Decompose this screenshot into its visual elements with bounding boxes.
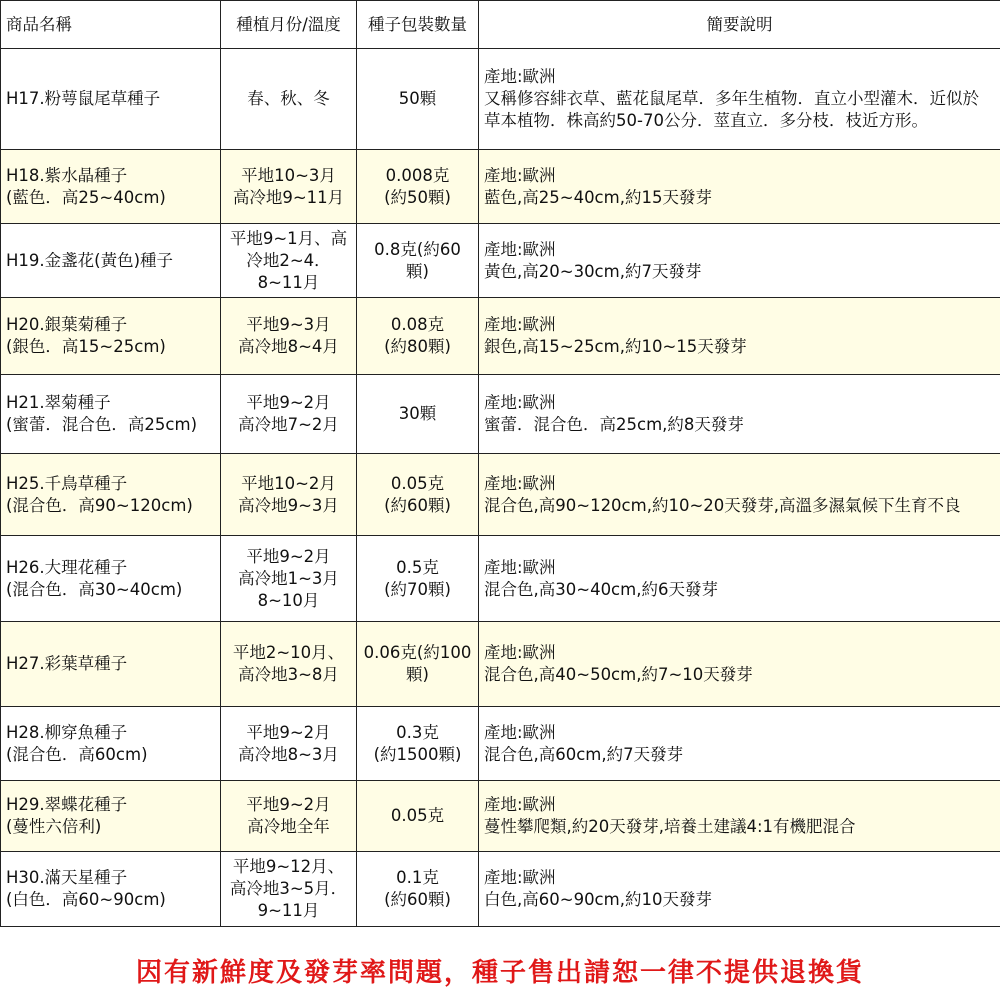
planting-month-line: 冷地2~4． [246,250,331,270]
product-name-line: H26.大理花種子 [6,557,128,577]
description-line: 銀色,高15~25cm,約10~15天發芽 [484,337,747,356]
table-row [1,536,1000,622]
planting-month-cell [221,298,357,375]
planting-month-line: 8~11月 [257,272,320,292]
description-line: 又稱修容緋衣草、藍花鼠尾草．多年生植物．直立小型灌木．近似於草本植物．株高約50-70公分．莖直立．多分枝．枝近方形。 [484,89,979,130]
package-quantity-cell [357,536,479,622]
planting-month-line: 平地9~2月 [246,393,331,412]
table-row [1,781,1000,852]
product-name-cell [1,454,221,536]
product-name-line: H20.銀葉菊種子 [6,315,128,334]
description-cell [479,150,1000,224]
package-quantity-line: (約1500顆) [373,744,462,764]
planting-month-cell [221,150,357,224]
planting-month-line: 高冷地全年 [247,817,330,836]
planting-month-line: 平地9~2月 [246,722,331,742]
product-name-cell [1,224,221,298]
planting-month-cell [221,536,357,622]
description-cell [479,298,1000,375]
header-package-quantity: 種子包裝數量 [357,1,479,49]
description-line: 產地:歐洲 [484,722,556,742]
product-name-line: (蔓性六倍利) [6,817,102,836]
planting-month-line: 高冷地1~3月 [238,568,339,588]
header-planting-month: 種植月份/溫度 [221,1,357,49]
planting-month-line: 高冷地8~3月 [238,744,339,764]
description-line: 產地:歐洲 [484,473,556,493]
planting-month-line: 平地9~12月、 [232,857,345,876]
planting-month-line: 高冷地3~5月． [229,879,348,898]
product-name-line: H17.粉萼鼠尾草種子 [6,89,161,108]
planting-month-line: 8~10月 [257,590,320,610]
product-name-cell [1,298,221,375]
description-line: 產地:歐洲 [484,165,556,185]
package-quantity-cell [357,781,479,852]
header-description: 簡要說明 [479,1,1000,49]
package-quantity-cell [357,49,479,150]
description-cell [479,781,1000,852]
planting-month-cell [221,707,357,781]
package-quantity-line: 0.08克 [390,315,445,334]
table-row [1,224,1000,298]
description-line: 產地:歐洲 [484,643,556,662]
package-quantity-line: (約50顆) [384,187,451,207]
description-line: 產地:歐洲 [484,393,556,412]
product-name-cell [1,536,221,622]
table-header-row [1,1,1000,49]
package-quantity-line: 0.05克 [390,806,445,825]
package-quantity-cell [357,454,479,536]
planting-month-line: 平地10~3月 [241,165,336,185]
product-name-line: (藍色．高25~40cm) [6,187,166,207]
planting-month-cell [221,852,357,927]
package-quantity-line: 顆) [406,261,429,281]
planting-month-line: 平地9~2月 [246,795,331,814]
table-row [1,707,1000,781]
table-row [1,375,1000,454]
description-line: 蔓性攀爬類,約20天發芽,培養土建議4:1有機肥混合 [484,817,856,836]
package-quantity-cell [357,375,479,454]
description-line: 白色,高60~90cm,約10天發芽 [484,890,712,909]
planting-month-line: 高冷地9~11月 [232,187,345,207]
package-quantity-line: 0.06克(約100 [363,643,472,662]
header-product-name: 商品名稱 [1,1,221,49]
package-quantity-line: 0.5克 [396,557,439,577]
product-name-line: H21.翠菊種子 [6,393,111,412]
description-cell [479,622,1000,707]
planting-month-line: 平地9~2月 [246,546,331,566]
product-name-line: (混合色．高60cm) [6,744,148,764]
planting-month-line: 9~11月 [257,901,320,920]
planting-month-line: 平地9~1月、高 [229,228,348,248]
description-line: 黃色,高20~30cm,約7天發芽 [484,261,702,281]
description-line: 產地:歐洲 [484,315,556,334]
planting-month-cell [221,454,357,536]
product-name-line: H29.翠蝶花種子 [6,795,128,814]
product-name-line: (銀色．高15~25cm) [6,337,166,356]
planting-month-line: 平地2~10月、 [232,643,345,662]
package-quantity-cell [357,622,479,707]
product-name-line: H28.柳穿魚種子 [6,722,128,742]
product-name-line: H25.千鳥草種子 [6,473,128,493]
table-row [1,150,1000,224]
planting-month-line: 平地10~2月 [241,473,336,493]
description-line: 產地:歐洲 [484,239,556,259]
product-name-cell [1,781,221,852]
package-quantity-cell [357,298,479,375]
package-quantity-cell [357,224,479,298]
description-line: 混合色,高60cm,約7天發芽 [484,744,684,764]
description-cell [479,707,1000,781]
product-name-line: H27.彩葉草種子 [6,654,128,673]
table-row [1,622,1000,707]
package-quantity-cell [357,707,479,781]
planting-month-line: 平地9~3月 [246,315,331,334]
description-line: 產地:歐洲 [484,67,556,86]
planting-month-cell [221,781,357,852]
package-quantity-line: (約80顆) [384,337,451,356]
table-body [1,49,1000,927]
package-quantity-line: 0.1克 [396,868,439,887]
planting-month-cell [221,224,357,298]
package-quantity-line: 0.8克(約60 [374,239,461,259]
description-line: 產地:歐洲 [484,795,556,814]
planting-month-cell [221,375,357,454]
package-quantity-cell [357,852,479,927]
package-quantity-line: 50顆 [398,89,437,108]
table-row [1,49,1000,150]
product-name-line: (白色．高60~90cm) [6,890,166,909]
description-line: 混合色,高40~50cm,約7~10天發芽 [484,665,753,684]
description-cell [479,375,1000,454]
description-line: 產地:歐洲 [484,557,556,577]
package-quantity-line: (約60顆) [384,890,451,909]
package-quantity-line: 0.05克 [390,473,445,493]
description-cell [479,224,1000,298]
product-name-cell [1,49,221,150]
description-cell [479,49,1000,150]
description-line: 藍色,高25~40cm,約15天發芽 [484,187,712,207]
description-cell [479,536,1000,622]
planting-month-line: 春、秋、冬 [247,89,330,108]
product-name-cell [1,375,221,454]
package-quantity-line: 30顆 [398,404,437,423]
planting-month-cell [221,622,357,707]
description-cell [479,454,1000,536]
planting-month-cell [221,49,357,150]
product-name-cell [1,707,221,781]
description-line: 混合色,高90~120cm,約10~20天發芽,高溫多濕氣候下生育不良 [484,495,961,515]
description-line: 產地:歐洲 [484,868,556,887]
description-line: 蜜蕾．混合色．高25cm,約8天發芽 [484,415,744,434]
planting-month-line: 高冷地7~2月 [238,415,339,434]
package-quantity-cell [357,150,479,224]
product-name-cell [1,622,221,707]
description-cell [479,852,1000,927]
table-row [1,454,1000,536]
description-line: 混合色,高30~40cm,約6天發芽 [484,579,718,599]
no-return-notice: 因有新鮮度及發芽率問題，種子售出請恕一律不提供退換貨 [135,958,864,988]
planting-month-line: 高冷地3~8月 [238,665,339,684]
product-name-line: H30.滿天星種子 [6,868,128,887]
product-name-line: (混合色．高90~120cm) [6,495,193,515]
product-name-cell [1,150,221,224]
planting-month-line: 高冷地8~4月 [238,337,339,356]
product-name-line: (混合色．高30~40cm) [6,579,183,599]
planting-month-line: 高冷地9~3月 [238,495,339,515]
product-name-line: (蜜蕾．混合色．高25cm) [6,415,198,434]
table-row [1,852,1000,927]
table-row [1,298,1000,375]
package-quantity-line: 顆) [406,665,429,684]
package-quantity-line: (約60顆) [384,495,451,515]
package-quantity-line: 0.008克 [385,165,450,185]
package-quantity-line: (約70顆) [384,579,451,599]
package-quantity-line: 0.3克 [396,722,439,742]
product-name-line: H18.紫水晶種子 [6,165,128,185]
product-name-cell [1,852,221,927]
product-name-line: H19.金盞花(黃色)種子 [6,250,174,270]
